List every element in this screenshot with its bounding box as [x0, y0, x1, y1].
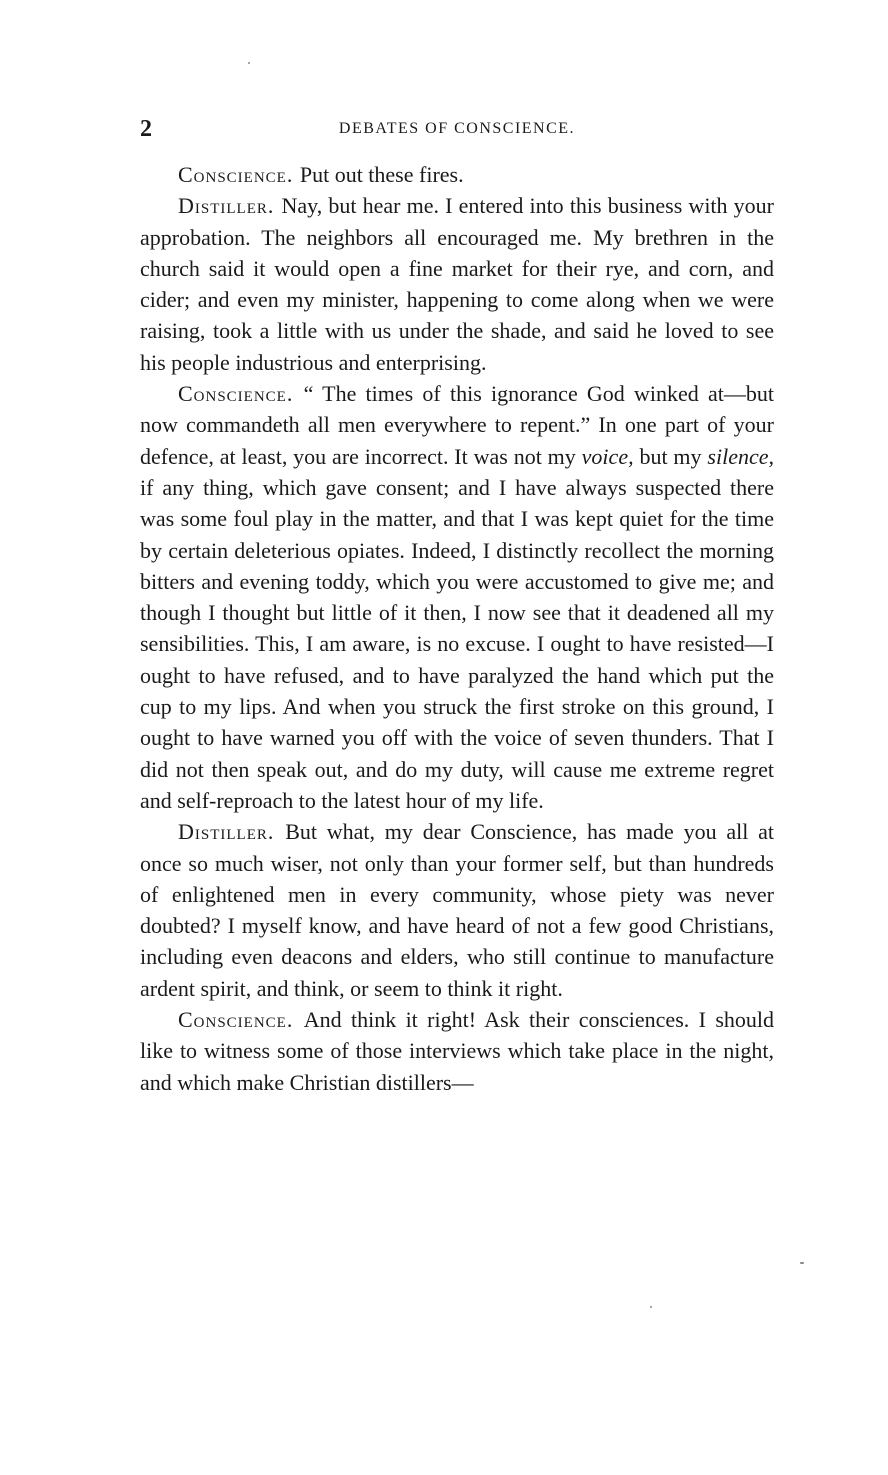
page-header — [140, 116, 774, 146]
scan-speck — [248, 62, 250, 64]
speaker-name: Conscience. — [178, 1007, 294, 1033]
speaker-name: Conscience. — [178, 162, 294, 187]
dialogue-paragraph — [140, 1004, 774, 1098]
paragraph-text: Nay, but hear me. I entered into this business with your approbation. The neighbors all encouraged me. My brethren in the church said it would open a fine market for their rye, and corn, and cider; and even my minister, happening to come along when we were raising, took a little with us under the shade, and said he loved to see his people industrious and enterprising. — [140, 193, 775, 375]
paragraph-text: Put out these fires. — [299, 162, 464, 187]
body-text — [140, 159, 774, 1098]
speaker-name: Conscience. — [178, 381, 294, 407]
page-number: 2 — [140, 116, 152, 142]
paragraph-text: And think it right! Ask their consciences. I should like to witness some of those interviews which take place in the night, and which make Christian distillers— — [140, 1007, 775, 1095]
dialogue-paragraph — [140, 159, 774, 190]
dialogue-paragraph — [140, 816, 774, 1004]
running-head: DEBATES OF CONSCIENCE. — [338, 120, 576, 137]
speaker-name: Distiller. — [178, 819, 275, 845]
dialogue-paragraph — [140, 190, 774, 378]
scan-speck — [800, 1262, 804, 1264]
speaker-name: Distiller. — [178, 193, 275, 219]
paragraph-text: But what, my dear Conscience, has made you all at once so much wiser, not only than your former self, but than hundreds of enlightened men in every community, whose piety was never doubted? I myself know, and have heard of not a few good Christians, including even deacons and elders, who still continue to manufacture ardent spirit, and think, or seem to think it right. — [140, 819, 775, 1001]
paragraph-text: but my — [639, 443, 702, 469]
paragraph-text: “ The times of this ignorance God winked at—but now commandeth all men everywhere to repent.” In one part of your defence, at least, you are incorrect. It was not my — [140, 381, 774, 469]
italic-emphasis: silence, — [707, 443, 775, 469]
paragraph-text: if any thing, which gave consent; and I have always suspected there was some foul play in the matter, and that I was kept quiet for the time by certain deleterious opiates. Indeed, I distinctly recollect the morning bitters and evening toddy, which you were accustomed to give me; and though I thought but little of it then, I now see that it deadened all my sensibilities. This, I am aware, is no excuse. I ought to have resisted—I ought to have refused, and to have paralyzed the hand which put the cup to my lips. And when you struck the first stroke on this ground, I ought to have warned you off with the voice of seven thunders. That I did not then speak out, and do my duty, will cause me extreme regret and self-reproach to the latest hour of my life. — [140, 474, 774, 813]
scan-speck — [650, 1306, 652, 1308]
italic-emphasis: voice, — [581, 443, 634, 469]
dialogue-paragraph — [140, 378, 774, 816]
